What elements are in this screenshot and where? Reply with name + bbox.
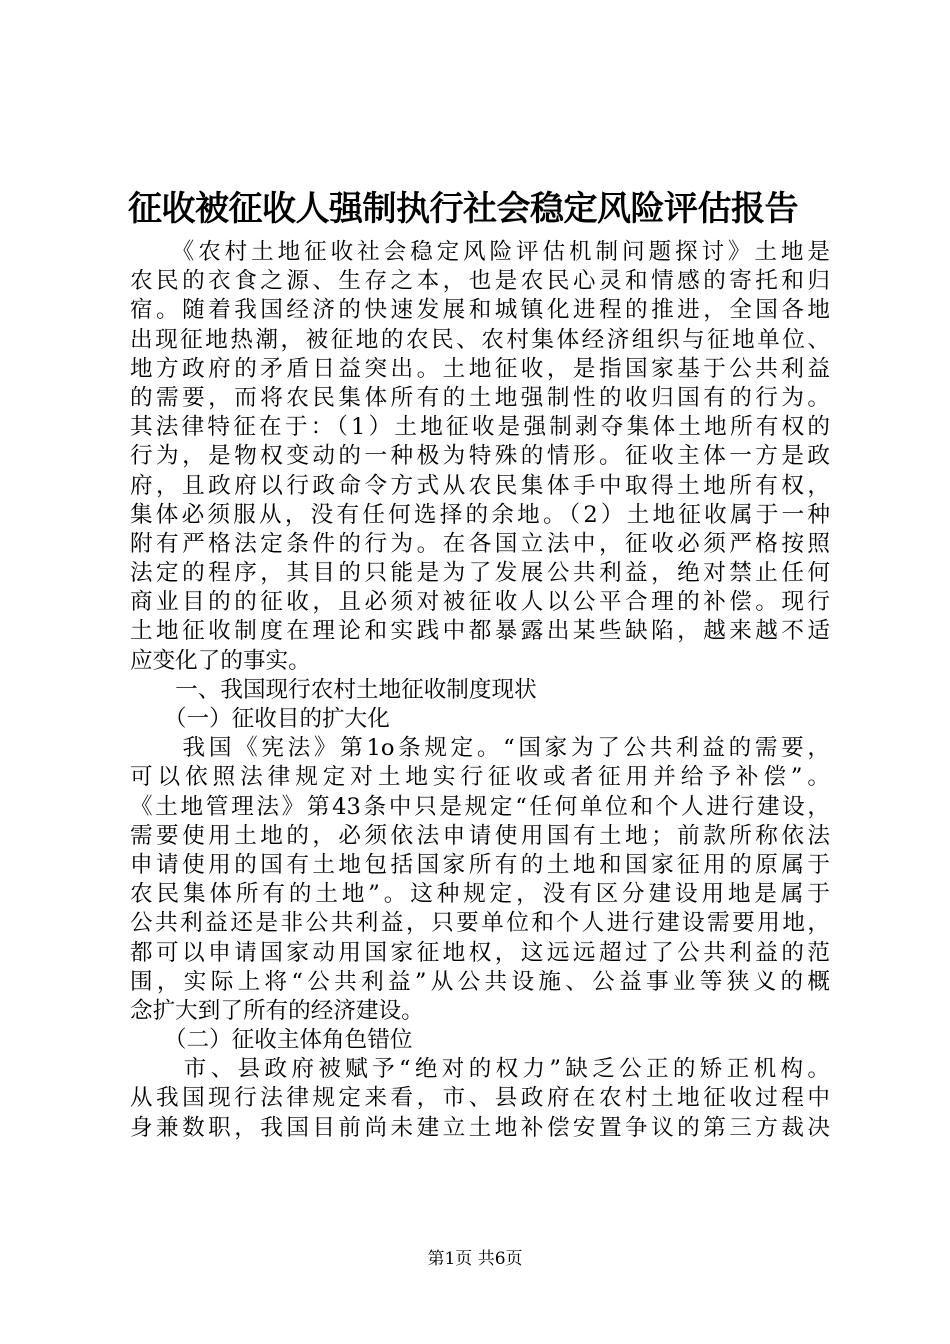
text-line: 商业目的的征收，且必须对被征收人以公平合理的补偿。现行 bbox=[130, 589, 830, 616]
text-line: 《农村土地征收社会稳定风险评估机制问题探讨》土地是 bbox=[130, 239, 830, 265]
document-body bbox=[130, 238, 830, 1143]
text-line: 身兼数职，我国目前尚未建立土地补偿安置争议的第三方裁决 bbox=[130, 1114, 830, 1141]
text-line: 农民的衣食之源、生存之本，也是农民心灵和情感的寄托和归 bbox=[130, 268, 830, 295]
text-line: 宿。随着我国经济的快速发展和城镇化进程的推进，全国各地 bbox=[130, 297, 830, 324]
text-line: 应变化了的事实。 bbox=[130, 647, 311, 674]
text-line: （二）征收主体角色错位 bbox=[130, 1027, 413, 1054]
text-line: 行为，是物权变动的一种极为特殊的情形。征收主体一方是政 bbox=[130, 443, 830, 470]
text-line: 都可以申请国家动用国家征地权，这远远超过了公共利益的范 bbox=[130, 939, 830, 966]
text-line: 府，且政府以行政命令方式从农民集体手中取得土地所有权， bbox=[130, 472, 830, 499]
text-line: 的需要，而将农民集体所有的土地强制性的收归国有的行为。 bbox=[130, 384, 830, 411]
text-line: 土地征收制度在理论和实践中都暴露出某些缺陷，越来越不适 bbox=[130, 618, 830, 645]
text-line: 念扩大到了所有的经济建设。 bbox=[130, 997, 424, 1024]
text-line: 公共利益还是非公共利益，只要单位和个人进行建设需要用地， bbox=[130, 910, 830, 937]
document-title: 征收被征收人强制执行社会稳定风险评估报告 bbox=[128, 189, 798, 229]
text-line: 需要使用土地的，必须依法申请使用国有土地；前款所称依法 bbox=[130, 822, 830, 849]
text-line: 农民集体所有的土地”。这种规定，没有区分建设用地是属于 bbox=[130, 881, 830, 908]
text-line: 我国《宪法》第1o条规定。“国家为了公共利益的需要， bbox=[130, 735, 830, 762]
text-line: 申请使用的国有土地包括国家所有的土地和国家征用的原属于 bbox=[130, 851, 830, 878]
text-line: 法定的程序，其目的只能是为了发展公共利益，绝对禁止任何 bbox=[130, 560, 830, 587]
text-line: 附有严格法定条件的行为。在各国立法中，征收必须严格按照 bbox=[130, 530, 830, 557]
text-line: 围，实际上将“公共利益”从公共设施、公益事业等狭义的概 bbox=[130, 968, 830, 995]
text-line: 一、我国现行农村土地征收制度现状 bbox=[130, 676, 537, 703]
text-line: 《土地管理法》第43条中只是规定“任何单位和个人进行建设， bbox=[130, 793, 830, 820]
text-line: 可以依照法律规定对土地实行征收或者征用并给予补偿”。 bbox=[130, 764, 830, 791]
text-line: 出现征地热潮，被征地的农民、农村集体经济组织与征地单位、 bbox=[130, 326, 830, 353]
text-line: 地方政府的矛盾日益突出。土地征收，是指国家基于公共利益 bbox=[130, 355, 830, 382]
text-line: 从我国现行法律规定来看，市、县政府在农村土地征收过程中 bbox=[130, 1085, 830, 1112]
page-footer: 第1页 共6页 bbox=[427, 1249, 523, 1269]
text-line: 其法律特征在于：（1）土地征收是强制剥夺集体土地所有权的 bbox=[130, 414, 830, 441]
text-line: 市、县政府被赋予“绝对的权力”缺乏公正的矫正机构。 bbox=[130, 1056, 830, 1083]
text-line: 集体必须服从，没有任何选择的余地。（2）土地征收属于一种 bbox=[130, 501, 830, 528]
text-line: （一）征收目的扩大化 bbox=[130, 706, 390, 732]
